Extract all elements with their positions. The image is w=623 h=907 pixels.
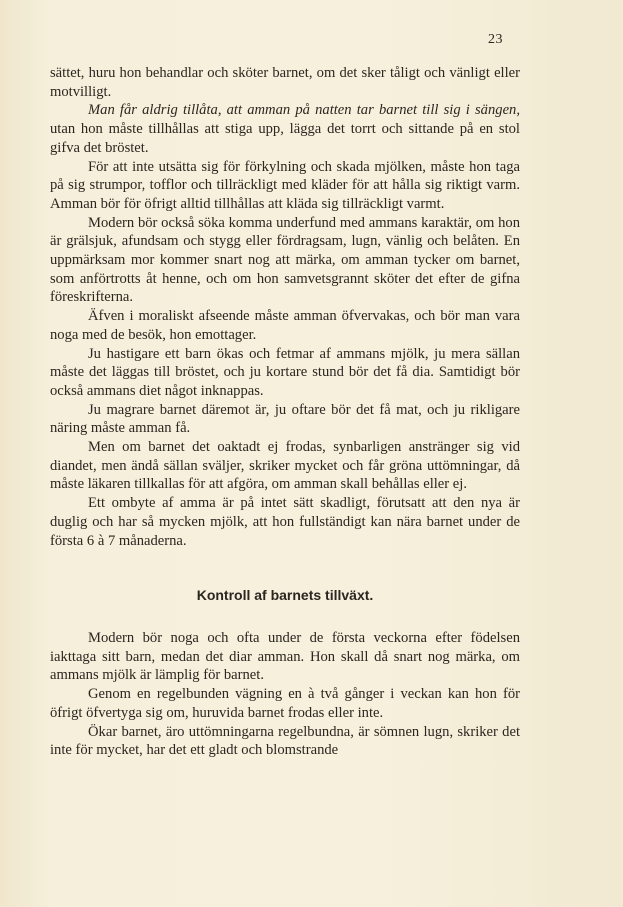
paragraph: Genom en regelbunden vägning en à två gånger i veckan kan hon för öfrigt öfvertyga sig om, huruvida barnet frodas eller inte.: [50, 686, 520, 721]
page-number: 23: [488, 32, 503, 47]
emphasis-text: Man får aldrig tillåta, att amman på natten tar barnet till sig i sängen,: [88, 102, 520, 119]
paragraph: Äfven i moraliskt afseende måste amman öfvervakas, och bör man vara noga med de besök, hon emottager.: [50, 308, 520, 343]
paragraph: sättet, huru hon behandlar och sköter barnet, om det sker tåligt och vänligt eller motvilligt.: [50, 65, 520, 100]
paragraph: Ju magrare barnet däremot är, ju oftare bör det få mat, och ju rikligare näring måste amman få.: [50, 401, 520, 437]
paragraph: För att inte utsätta sig för förkylning och skada mjölken, måste hon taga på sig strumpor, tofflor och tillräckligt med kläder för att hålla sig riktigt varm. Amman bör för öfrigt alltid tillhållas att kläda sig tillräckligt varmt.: [50, 158, 520, 212]
paragraph: Modern bör noga och ofta under de första veckorna efter födelsen iakttaga sitt barn, medan det diar amman. Hon skall då snart nog märka, om ammans mjölk är lämplig för barnet.: [50, 629, 520, 684]
section-heading: Kontroll af barnets tillväxt.: [196, 587, 374, 604]
paragraph: Ökar barnet, äro uttömningarna regelbundna, är sömnen lugn, skriker det inte för mycket, har det ett gladt och blomstrande: [50, 723, 520, 759]
paragraph-text: utan hon måste tillhållas att stiga upp, lägga det torrt och sittande på en stol gifva det bröstet.: [50, 121, 520, 156]
paragraph: Ju hastigare ett barn ökas och fetmar af ammans mjölk, ju mera sällan måste det läggas till bröstet, och ju kortare stund bör det få dia. Samtidigt bör också ammans diet något inknappas.: [50, 345, 520, 399]
body-text: [50, 64, 520, 760]
paragraph: Men om barnet det oaktadt ej frodas, synbarligen anstränger sig vid diandet, men ändå sällan sväljer, skriker mycket och får gröna uttömningar, då måste läkaren tillkallas för att afgöra, om amman skall behållas eller ej.: [50, 439, 520, 493]
paragraph: [50, 101, 520, 157]
paragraph: Modern bör också söka komma underfund med ammans karaktär, om hon är grälsjuk, afundsam och stygg eller fördragsam, lugn, vänlig och belåten. En uppmärksam mor kommer snart nog att märka, om amman tycker om barnet, som anförtrotts åt henne, och om hon samvetsgrannt sköter det efter de gifna föreskrifterna.: [50, 214, 520, 306]
paragraph: Ett ombyte af amma är på intet sätt skadligt, förutsatt att den nya är duglig och har så mycken mjölk, att hon fullständigt kan nära barnet under de första 6 à 7 månaderna.: [50, 495, 520, 549]
